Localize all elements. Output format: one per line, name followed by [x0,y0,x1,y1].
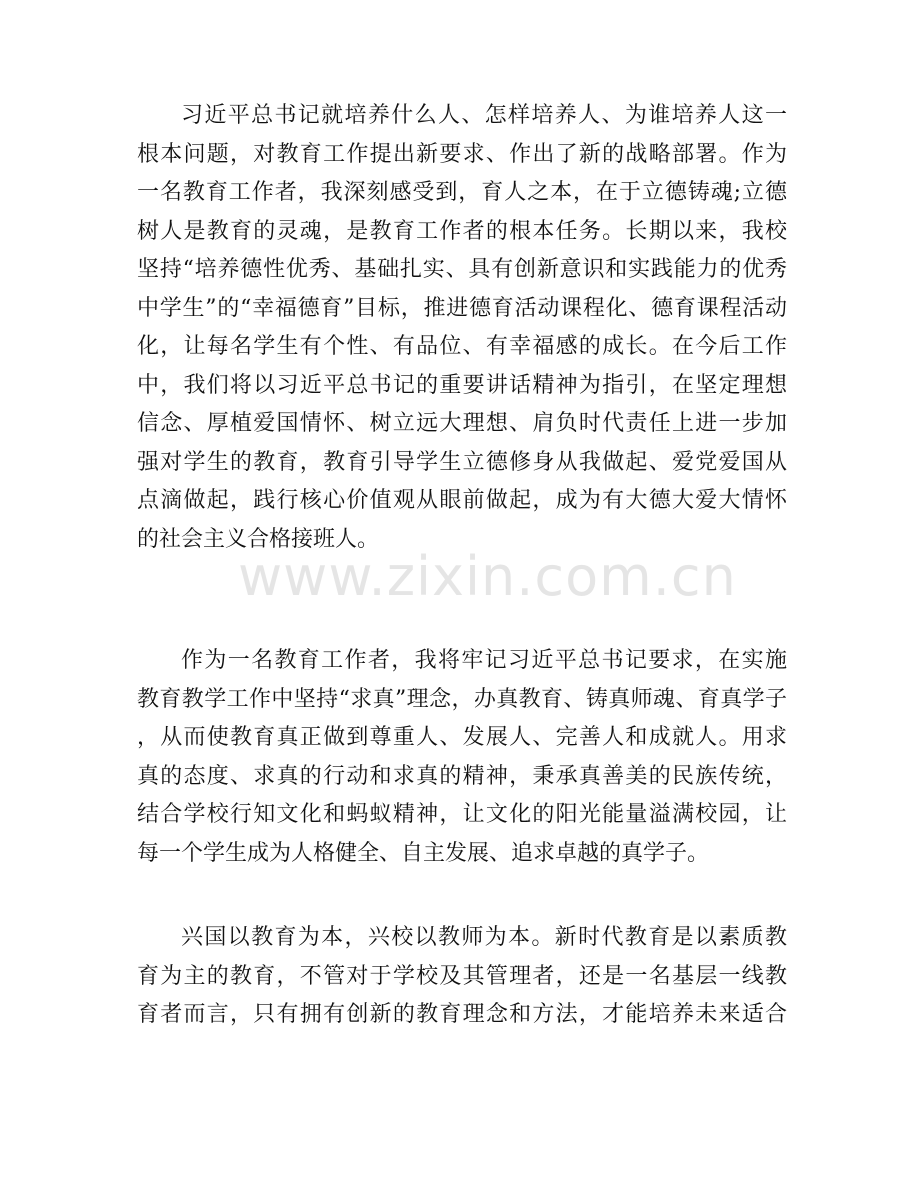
text-line: 每一个学生成为人格健全、自主发展、追求卓越的真学子。 [137,840,710,866]
text-line: 中，我们将以习近平总书记的重要讲话精神为指引，在坚定理想 [137,372,787,398]
paragraph-3 [137,919,787,1035]
text-line: 作为一名教育工作者，我将牢记习近平总书记要求，在实施 [181,648,787,673]
text-line: 结合学校行知文化和蚂蚁精神，让文化的阳光能量溢满校园，让 [137,802,787,827]
text-line: 教育教学工作中坚持“求真”理念，办真教育、铸真师魂、育真学子 [137,686,787,712]
watermark: www.zixin.com.cn [238,545,737,608]
text-line: 信念、厚植爱国情怀、树立远大理想、肩负时代责任上进一步加 [137,411,787,436]
text-line: 坚持“培养德性优秀、基础扎实、具有创新意识和实践能力的优秀 [137,257,787,282]
text-line: 习近平总书记就培养什么人、怎样培养人、为谁培养人这一 [181,103,787,128]
text-line: 化，让每名学生有个性、有品位、有幸福感的成长。在今后工作 [137,334,787,359]
paragraph-2 [137,642,787,873]
text-line: ，从而使教育真正做到尊重人、发展人、完善人和成就人。用求 [137,725,787,750]
paragraph-1 [137,97,787,559]
text-line: 中学生”的“幸福德育”目标，推进德育活动课程化、德育课程活动 [137,295,787,321]
text-line: 点滴做起，践行核心价值观从眼前做起，成为有大德大爱大情怀 [137,488,787,513]
text-line: 根本问题，对教育工作提出新要求、作出了新的战略部署。作为 [137,141,787,167]
text-line: 真的态度、求真的行动和求真的精神，秉承真善美的民族传统， [137,763,787,789]
text-line: 的社会主义合格接班人。 [137,526,380,552]
text-line: 育为主的教育，不管对于学校及其管理者，还是一名基层一线教 [137,963,787,989]
text-line: 强对学生的教育，教育引导学生立德修身从我做起、爱党爱国从 [137,449,787,475]
text-line: 树人是教育的灵魂，是教育工作者的根本任务。长期以来，我校 [137,218,787,244]
text-line: 一名教育工作者，我深刻感受到，育人之本，在于立德铸魂;立德 [137,180,787,205]
text-line: 兴国以教育为本，兴校以教师为本。新时代教育是以素质教 [181,925,787,950]
text-line: 育者而言，只有拥有创新的教育理念和方法，才能培养未来适合 [137,1002,787,1027]
